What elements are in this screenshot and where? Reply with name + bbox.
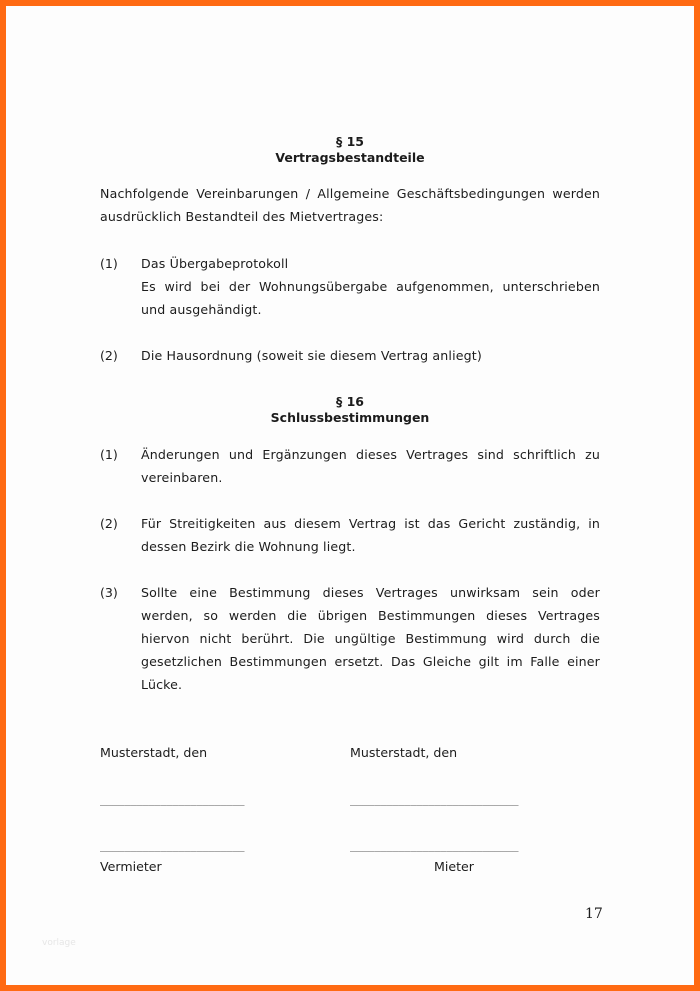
section-16-item-3-number: (3) (100, 585, 118, 600)
landlord-signature-line: ________________________ (100, 841, 245, 852)
section-15-title: Vertragsbestandteile (275, 150, 425, 165)
section-15-item-2-text: Die Hausordnung (soweit sie diesem Vertrag anliegt) (141, 348, 482, 363)
document-page (6, 6, 694, 985)
section-15-item-2-number: (2) (100, 348, 118, 363)
landlord-place-date: Musterstadt, den (100, 745, 208, 760)
tenant-signature-line: ____________________________ (350, 841, 519, 852)
section-16-item-1-number: (1) (100, 447, 118, 462)
landlord-label: Vermieter (100, 859, 162, 874)
section-15-intro: Nachfolgende Vereinbarungen / Allgemeine Geschäftsbedingungen werden ausdrücklich Bestandteil des Mietvertrages: (100, 186, 600, 224)
section-16-item-2-text: Für Streitigkeiten aus diesem Vertrag ist das Gericht zuständig, in dessen Bezirk die Wohnung liegt. (141, 516, 600, 554)
section-16-title: Schlussbestimmungen (270, 410, 430, 425)
section-15-number: § 15 (336, 134, 364, 149)
section-16-item-2-number: (2) (100, 516, 118, 531)
page-number: 17 (585, 906, 603, 922)
tenant-label: Mieter (434, 859, 474, 874)
watermark: vorlage (42, 938, 76, 948)
section-15-item-1-title: Das Übergabeprotokoll (141, 256, 289, 271)
section-16-number: § 16 (336, 394, 364, 409)
tenant-date-line: ____________________________ (350, 795, 519, 806)
landlord-date-line: ________________________ (100, 795, 245, 806)
section-16-item-1-text: Änderungen und Ergänzungen dieses Vertrages sind schriftlich zu vereinbaren. (141, 447, 600, 485)
section-15-item-1-text: Es wird bei der Wohnungsübergabe aufgenommen, unterschrieben und ausgehändigt. (141, 279, 600, 317)
tenant-place-date: Musterstadt, den (350, 745, 458, 760)
section-15-item-1-number: (1) (100, 256, 118, 271)
section-16-item-3-text: Sollte eine Bestimmung dieses Vertrages unwirksam sein oder werden, so werden die übrigen Bestimmungen dieses Vertrages hiervon nicht berührt. Die ungültige Bestimmung wird durch die gesetzlichen Bestimmungen ersetzt. Das Gleiche gilt im Falle einer Lücke. (141, 585, 600, 692)
